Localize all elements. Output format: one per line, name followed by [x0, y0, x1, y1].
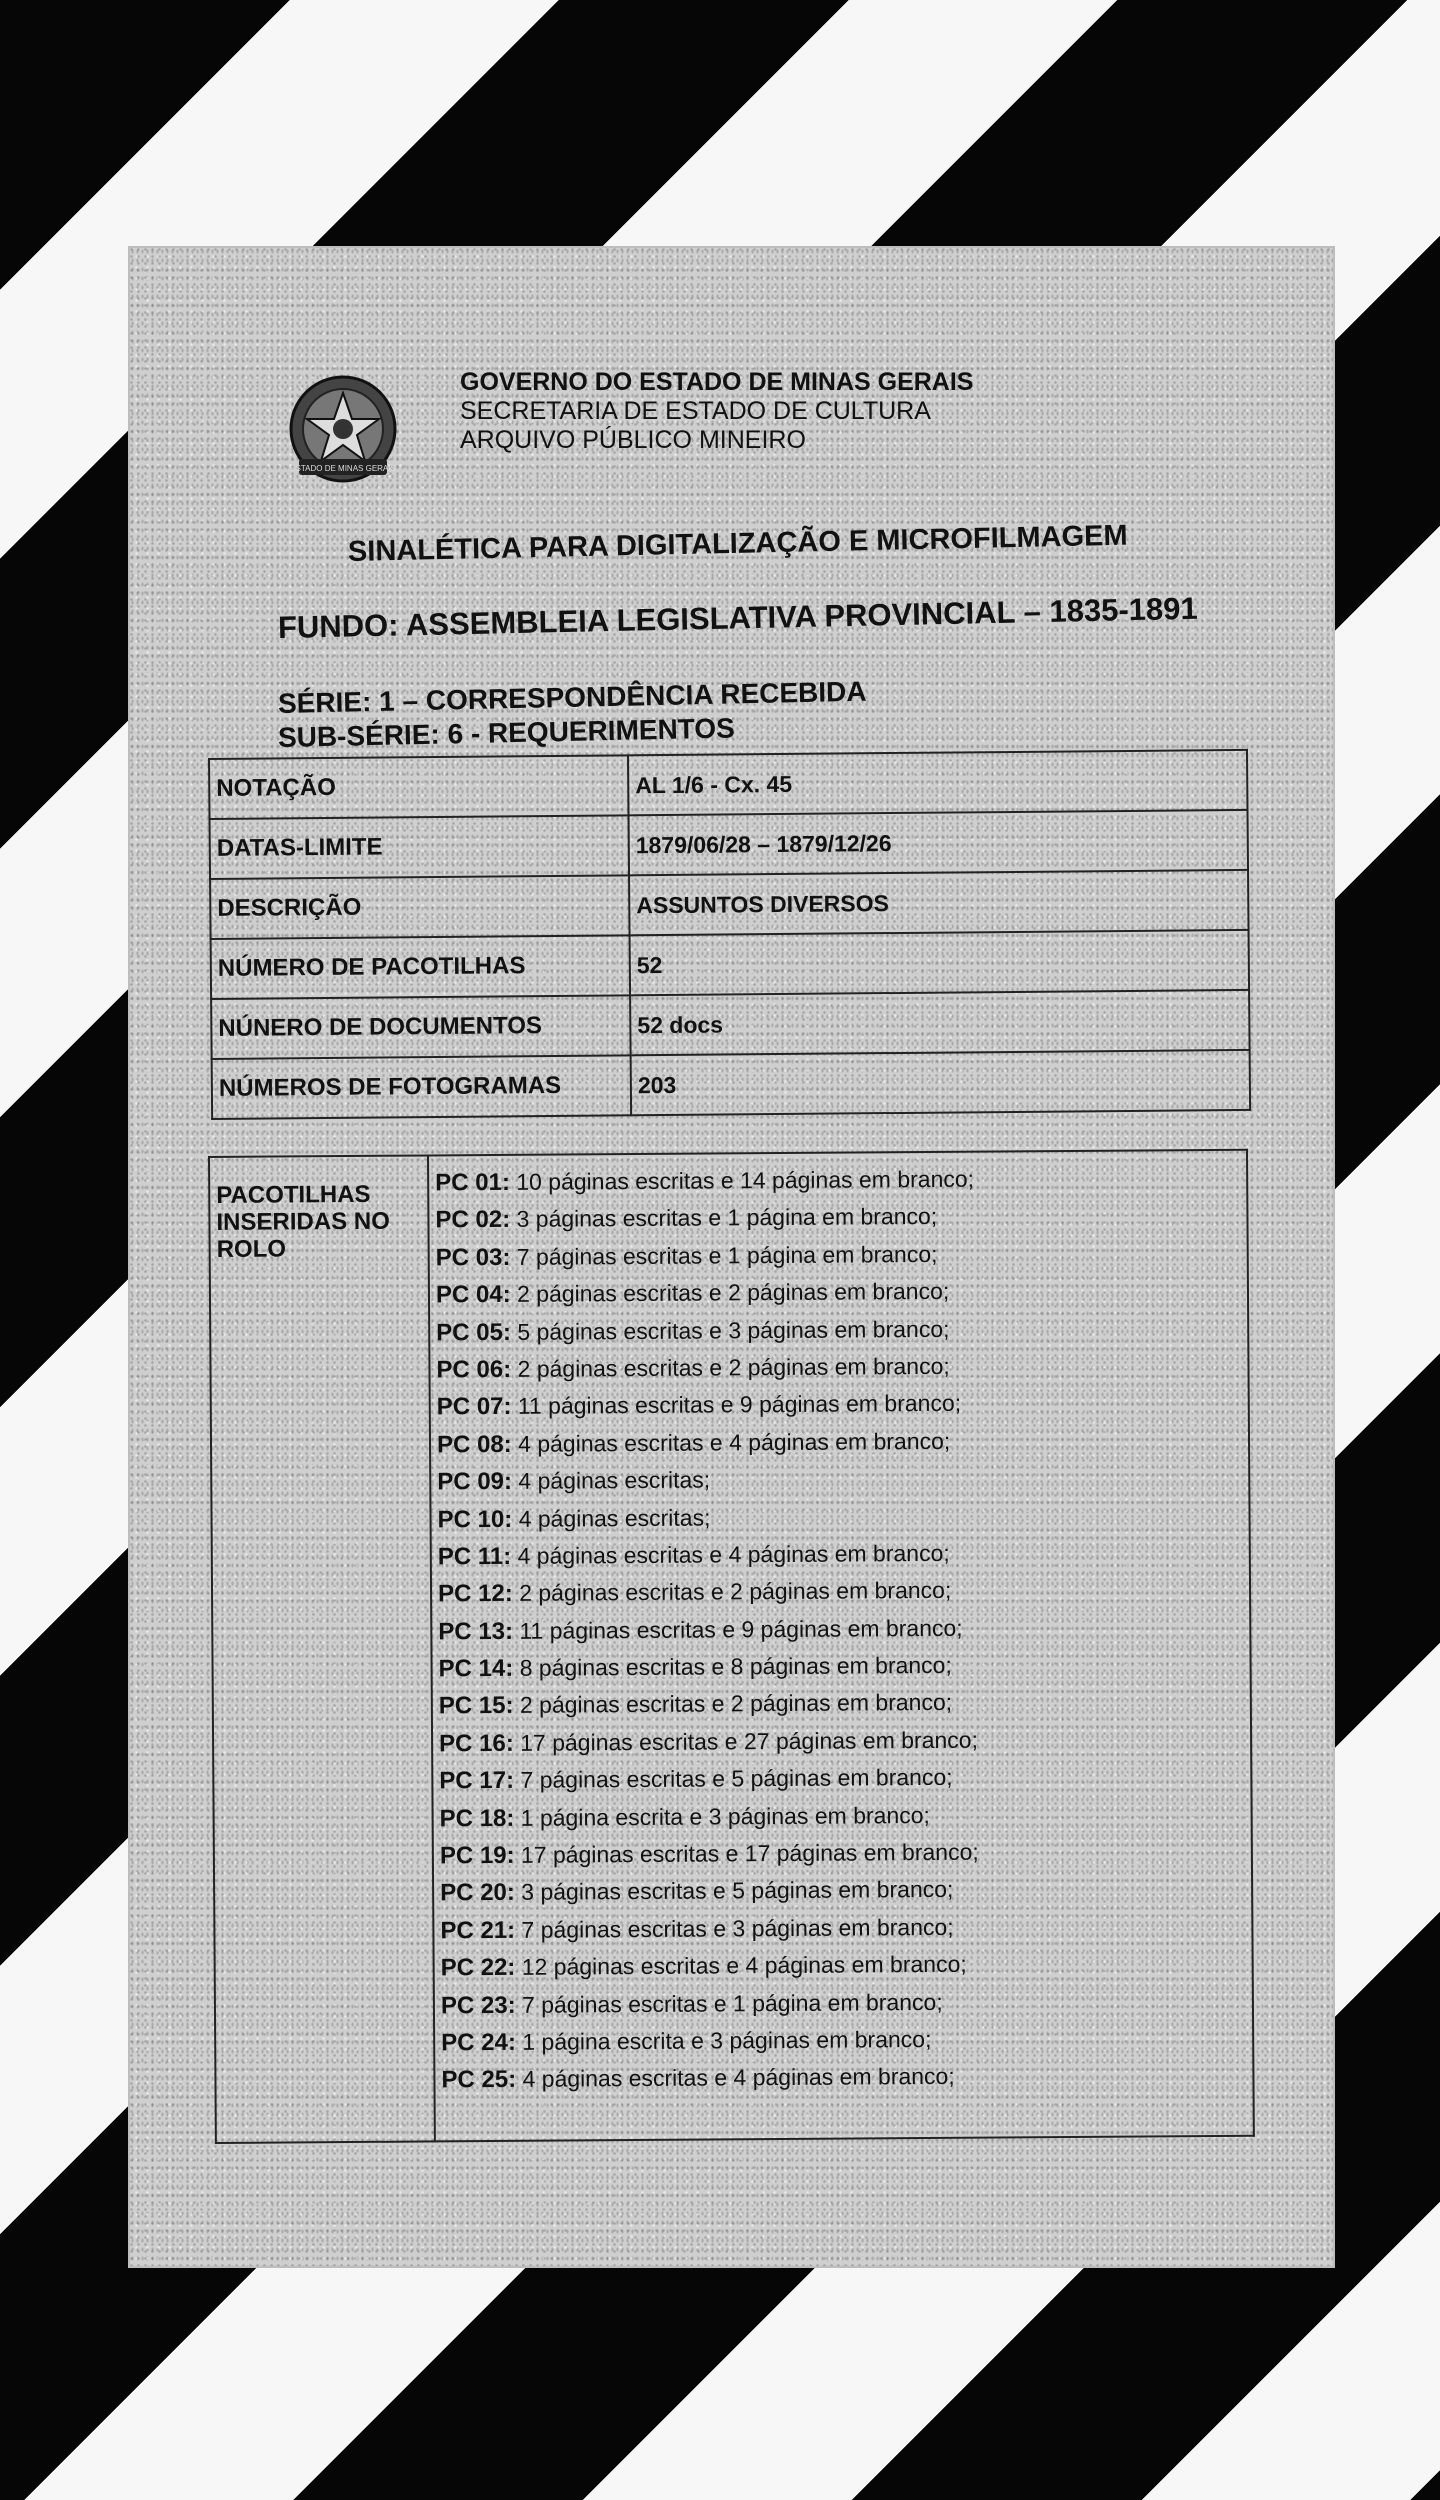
list-item — [437, 1383, 1242, 1426]
pacotilhas-count-label: NÚMERO DE PACOTILHAS — [211, 935, 631, 999]
pc-id: PC 11: — [437, 1542, 512, 1571]
metadata-table — [208, 749, 1251, 1120]
list-item — [436, 1346, 1241, 1389]
datas-limite-value: 1879/06/28 – 1879/12/26 — [629, 810, 1249, 875]
seal-text: ESTADO DE MINAS GERAIS — [290, 464, 396, 473]
pc-text: 7 páginas escritas e 5 páginas em branco; — [520, 1764, 953, 1794]
datas-limite-label: DATAS-LIMITE — [210, 815, 630, 879]
descricao-value: ASSUNTOS DIVERSOS — [629, 870, 1249, 935]
pc-text: 17 páginas escritas e 27 páginas em branco; — [520, 1726, 979, 1756]
pc-id: PC 07: — [436, 1393, 512, 1421]
pc-id: PC 05: — [436, 1318, 512, 1346]
pc-id: PC 24: — [441, 2028, 516, 2057]
list-item — [436, 1271, 1241, 1314]
pc-id: PC 12: — [437, 1580, 513, 1608]
list-item — [439, 1720, 1244, 1763]
header-secretariat: SECRETARIA DE ESTADO DE CULTURA — [460, 397, 931, 425]
table-row — [209, 1150, 1254, 2143]
pc-text: 4 páginas escritas e 4 páginas em branco; — [522, 2063, 955, 2093]
notacao-label: NOTAÇÃO — [209, 755, 629, 819]
serie-heading: SÉRIE: 1 – CORRESPONDÊNCIA RECEBIDA — [277, 675, 867, 719]
pc-text: 8 páginas escritas e 8 páginas em branco; — [519, 1651, 952, 1681]
table-row — [209, 750, 1247, 819]
pc-id: PC 03: — [435, 1243, 511, 1272]
pacotilhas-count-value: 52 — [630, 930, 1250, 995]
pc-text: 2 páginas escritas e 2 páginas em branco; — [516, 1278, 950, 1308]
pc-text: 2 páginas escritas e 2 páginas em branco; — [519, 1577, 952, 1607]
pc-id: PC 02: — [435, 1206, 511, 1234]
pc-id: PC 01: — [435, 1168, 510, 1197]
table-row — [210, 810, 1248, 879]
pc-id: PC 21: — [440, 1916, 516, 1945]
pc-id: PC 18: — [439, 1804, 515, 1833]
pc-text: 11 páginas escritas e 9 páginas em branco; — [517, 1390, 962, 1420]
list-item — [438, 1533, 1243, 1576]
header-archive: ARQUIVO PÚBLICO MINEIRO — [460, 426, 806, 454]
table-row — [210, 870, 1248, 939]
pc-id: PC 14: — [438, 1654, 514, 1683]
list-item — [435, 1196, 1240, 1239]
pc-text: 7 páginas escritas e 1 página em branco; — [516, 1240, 938, 1270]
pacotilhas-list — [428, 1150, 1254, 2142]
descricao-label: DESCRIÇÃO — [210, 875, 630, 939]
pc-text: 1 página escrita e 3 páginas em branco; — [520, 1801, 930, 1831]
pc-id: PC 15: — [438, 1692, 514, 1720]
list-item — [438, 1645, 1243, 1688]
pc-text: 7 páginas escritas e 1 página em branco; — [521, 1988, 943, 2018]
list-item — [441, 1981, 1246, 2024]
pc-text: 3 páginas escritas e 1 página em branco; — [516, 1203, 938, 1233]
pc-id: PC 16: — [439, 1729, 514, 1758]
list-item — [437, 1458, 1242, 1501]
pc-text: 2 páginas escritas e 2 páginas em branco; — [517, 1352, 950, 1382]
pc-text: 7 páginas escritas e 3 páginas em branco; — [521, 1913, 954, 1943]
list-item — [436, 1308, 1241, 1351]
documentos-count-value: 52 docs — [630, 990, 1250, 1055]
pc-id: PC 04: — [435, 1281, 511, 1309]
list-item — [441, 2056, 1246, 2099]
pc-text: 4 páginas escritas; — [518, 1466, 711, 1494]
list-item — [439, 1757, 1244, 1800]
pc-text: 2 páginas escritas e 2 páginas em branco; — [519, 1689, 953, 1719]
list-item — [437, 1495, 1242, 1538]
pacotilhas-inseridas-label: PACOTILHAS INSERIDAS NO ROLO — [209, 1155, 435, 2143]
list-item — [438, 1570, 1243, 1613]
table-row — [212, 1050, 1250, 1119]
fotogramas-count-label: NÚMEROS DE FOTOGRAMAS — [212, 1055, 632, 1119]
pc-id: PC 19: — [439, 1841, 515, 1870]
table-row — [211, 990, 1249, 1059]
document-title: SINALÉTICA PARA DIGITALIZAÇÃO E MICROFILMAGEM — [347, 519, 1128, 568]
notacao-value: AL 1/6 - Cx. 45 — [628, 750, 1248, 815]
pc-text: 10 páginas escritas e 14 páginas em branco; — [516, 1165, 975, 1195]
pc-id: PC 25: — [441, 2066, 517, 2094]
pc-id: PC 09: — [437, 1468, 513, 1496]
pc-text: 5 páginas escritas e 3 páginas em branco; — [517, 1315, 950, 1345]
list-item — [441, 1944, 1246, 1987]
pc-id: PC 17: — [439, 1767, 515, 1795]
pc-id: PC 10: — [437, 1505, 513, 1533]
pc-text: 4 páginas escritas e 4 páginas em branco; — [517, 1539, 950, 1569]
list-item — [437, 1421, 1242, 1464]
pc-id: PC 08: — [436, 1430, 512, 1459]
table-row — [211, 930, 1249, 999]
list-item — [441, 2019, 1246, 2062]
pc-text: 11 páginas escritas e 9 páginas em branco; — [519, 1614, 963, 1644]
list-item — [440, 1832, 1245, 1875]
state-coat-of-arms-seal-icon — [283, 371, 403, 491]
pc-text: 4 páginas escritas e 4 páginas em branco; — [518, 1427, 951, 1457]
pc-text: 17 páginas escritas e 17 páginas em branco; — [520, 1838, 979, 1868]
pc-id: PC 22: — [440, 1954, 516, 1982]
list-item — [440, 1794, 1245, 1837]
list-item — [439, 1682, 1244, 1725]
pc-text: 1 página escrita e 3 páginas em branco; — [522, 2025, 932, 2055]
documentos-count-label: NÚNERO DE DOCUMENTOS — [211, 995, 631, 1059]
pc-text: 3 páginas escritas e 5 páginas em branco; — [521, 1876, 954, 1906]
pc-id: PC 20: — [440, 1879, 515, 1907]
list-item — [440, 1869, 1245, 1912]
list-item — [435, 1159, 1240, 1202]
pc-text: 12 páginas escritas e 4 páginas em branco; — [521, 1950, 967, 1981]
subserie-heading: SUB-SÉRIE: 6 - REQUERIMENTOS — [277, 712, 736, 753]
list-item — [438, 1607, 1243, 1650]
pc-id: PC 13: — [438, 1617, 514, 1646]
fotogramas-count-value: 203 — [631, 1050, 1251, 1115]
document-card — [128, 246, 1335, 2268]
list-item — [436, 1234, 1241, 1277]
pc-id: PC 23: — [440, 1991, 516, 2019]
pacotilhas-table — [208, 1149, 1255, 2144]
pc-id: PC 06: — [436, 1355, 512, 1384]
pc-text: 4 páginas escritas; — [518, 1504, 711, 1532]
header-government: GOVERNO DO ESTADO DE MINAS GERAIS — [460, 368, 974, 396]
list-item — [440, 1907, 1245, 1950]
fundo-heading: FUNDO: ASSEMBLEIA LEGISLATIVA PROVINCIAL – 1835-1891 — [277, 590, 1198, 645]
